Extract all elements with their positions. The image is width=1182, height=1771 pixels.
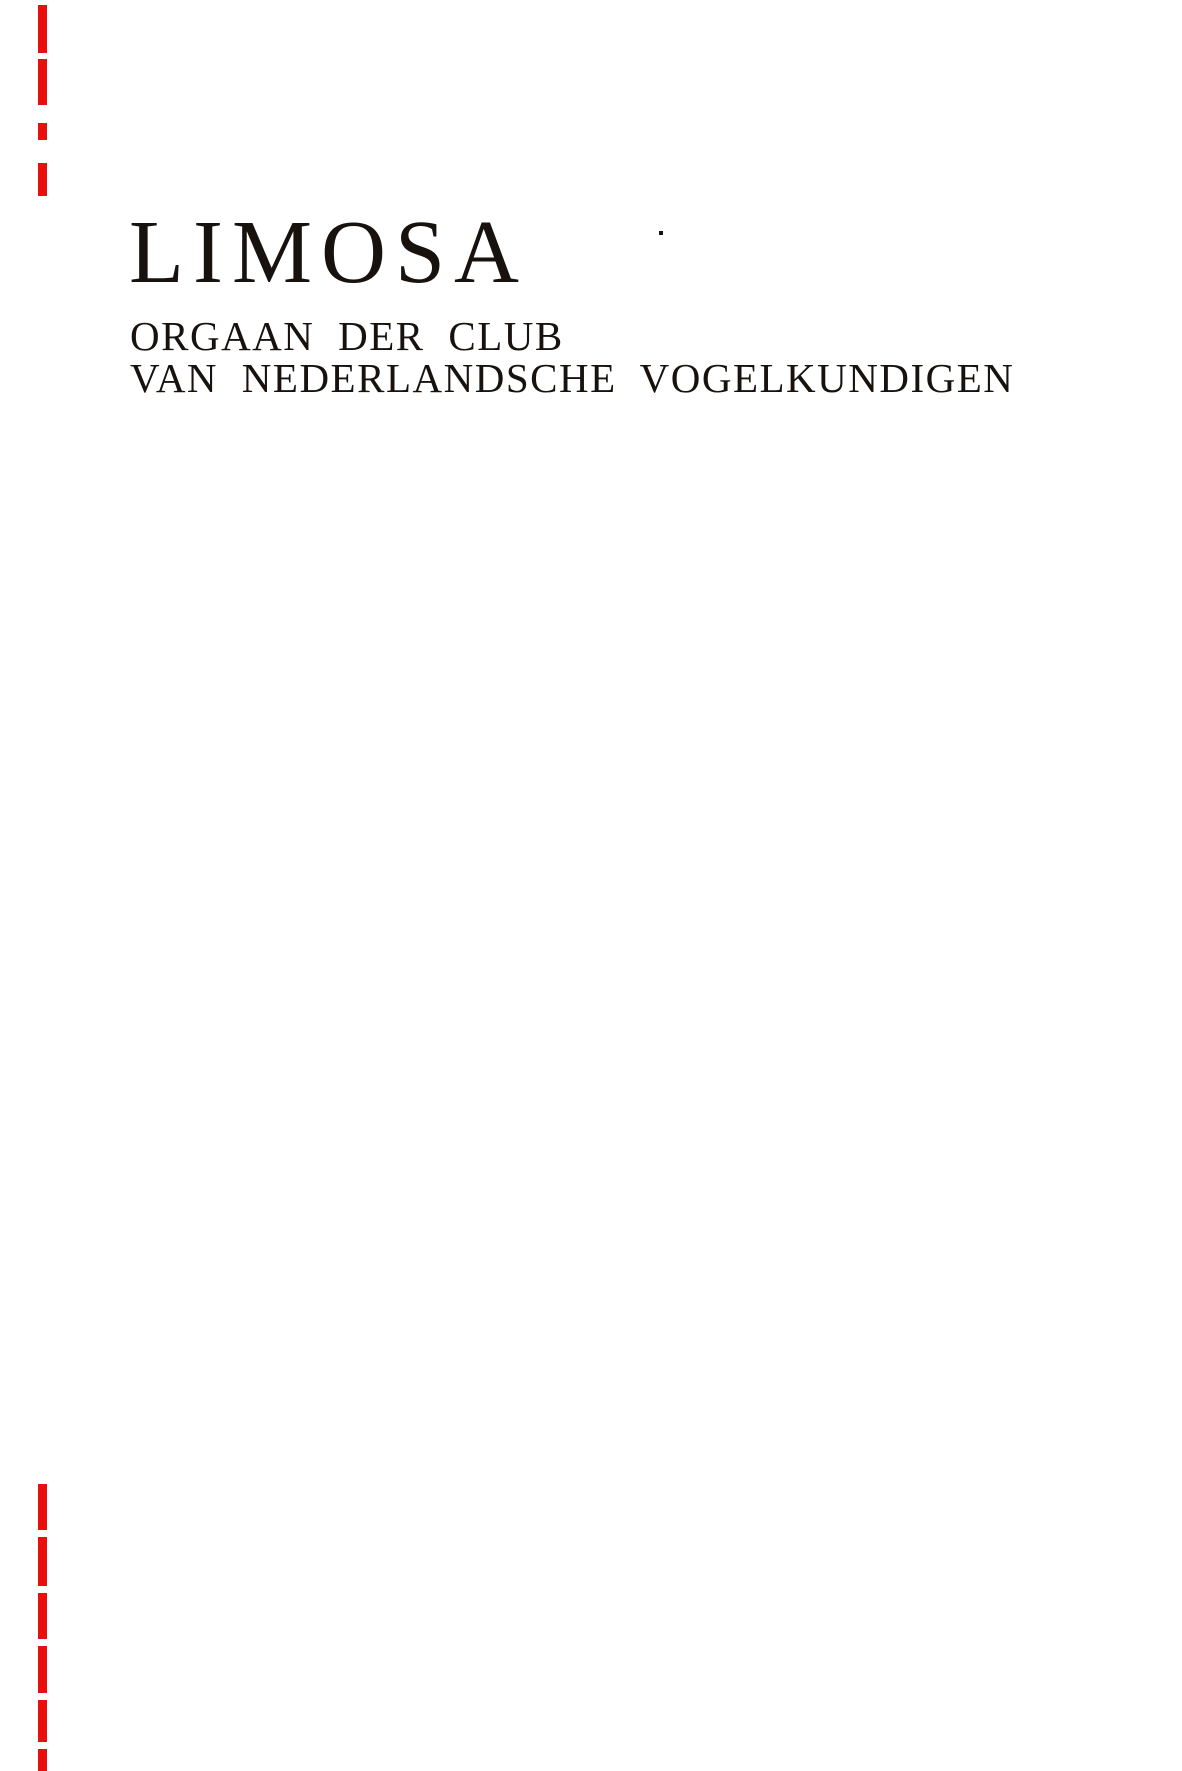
scan-edge-mark [38, 5, 47, 53]
ink-speck-dot [659, 231, 663, 235]
scan-edge-mark [38, 59, 47, 105]
scan-edge-mark [38, 1593, 47, 1639]
scan-edge-mark [38, 1537, 47, 1586]
scan-edge-mark [38, 163, 47, 196]
subtitle-line-2: VAN NEDERLANDSCHE VOGELKUNDIGEN [130, 355, 1015, 401]
scan-edge-mark [38, 1484, 47, 1530]
scan-edge-mark [38, 1700, 47, 1742]
scan-edge-mark [38, 123, 47, 140]
subtitle-line-1: ORGAAN DER CLUB [130, 313, 564, 359]
journal-title: LIMOSA [129, 203, 529, 302]
scan-edge-mark [38, 1646, 47, 1693]
journal-subtitle [130, 315, 1014, 399]
scan-edge-mark [38, 1749, 47, 1771]
